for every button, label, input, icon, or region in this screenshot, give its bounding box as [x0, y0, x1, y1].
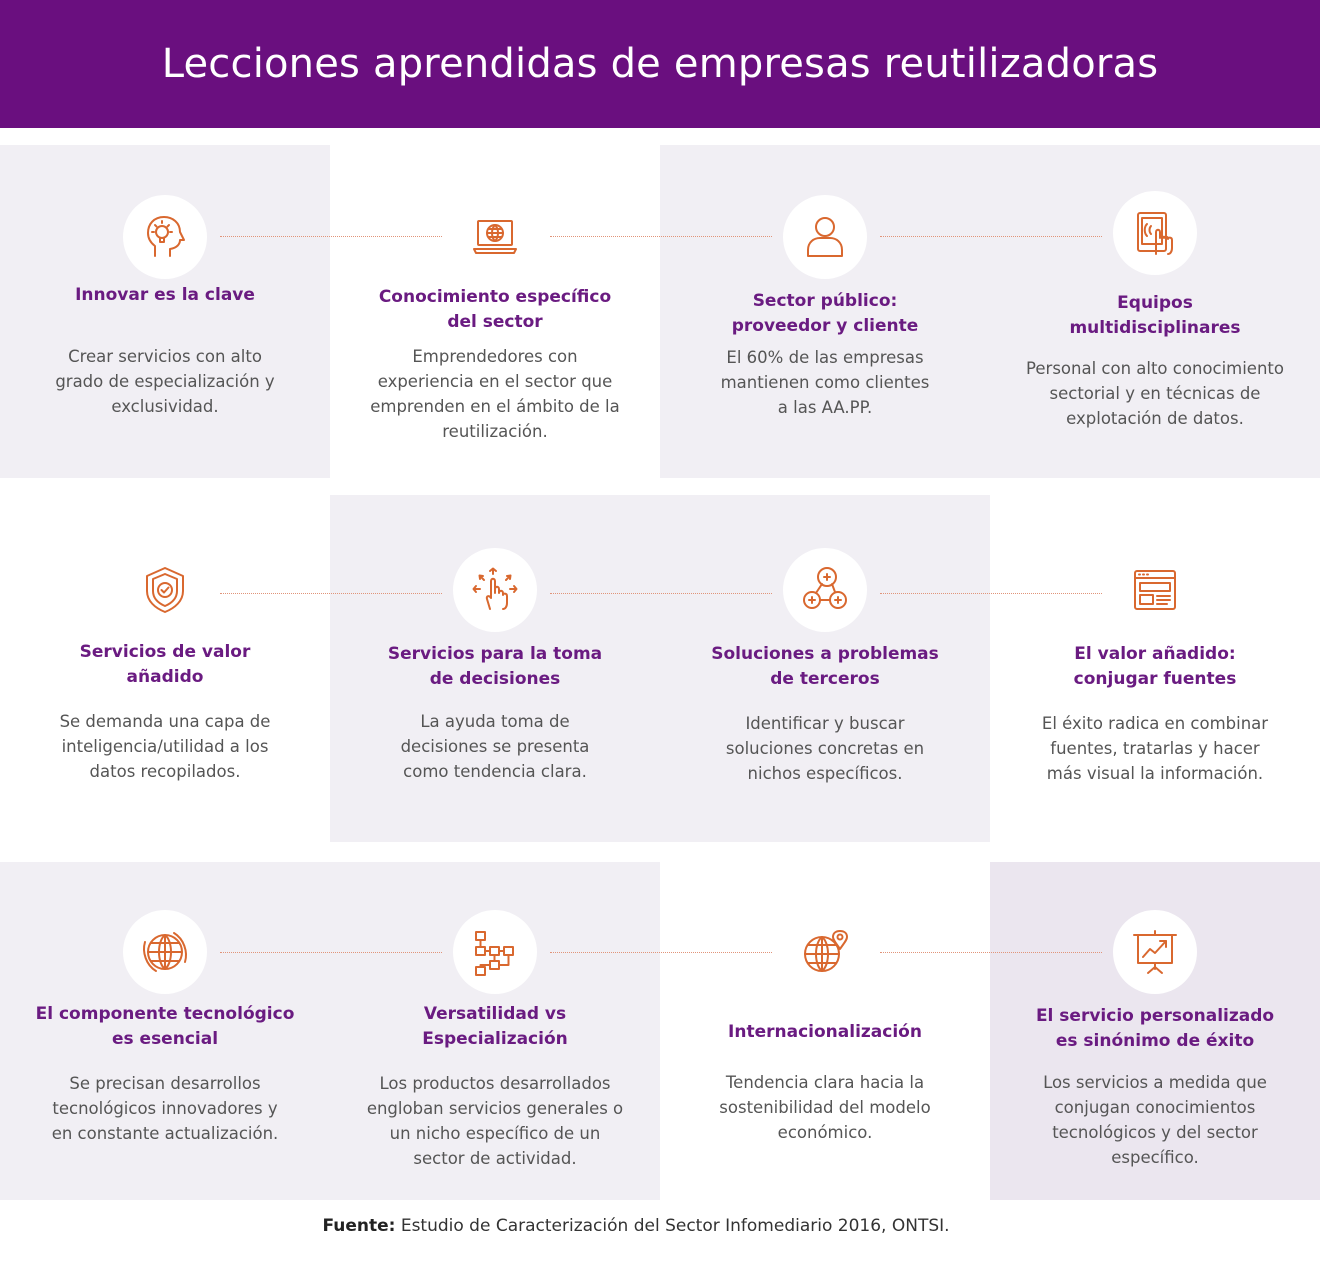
lesson-title: Sector público: proveedor y cliente — [731, 291, 919, 336]
lesson-description: Se precisan desarrollos tecnológicos innovadores y en constante actualización. — [51, 1074, 279, 1143]
lesson-cell-internacionalizacion — [660, 862, 990, 1200]
lesson-description: Emprendedores con experiencia en el sector que emprenden en el ámbito de la reutilización. — [370, 347, 620, 441]
tablet-touch-icon — [1113, 191, 1197, 275]
globe-icon — [123, 910, 207, 994]
source-text: Estudio de Caracterización del Sector Infomediario 2016, ONTSI. — [395, 1216, 950, 1236]
lesson-description: Se demanda una capa de inteligencia/utilidad a los datos recopilados. — [59, 712, 271, 781]
lesson-cell-toma-decisiones — [330, 495, 660, 842]
lesson-title: Versatilidad vs Especialización — [422, 1004, 568, 1049]
lesson-title: El servicio personalizado es sinónimo de éxito — [1035, 1006, 1275, 1051]
connector-line — [550, 952, 772, 953]
lesson-description: Los productos desarrollados engloban servicios generales o un nicho específico de un sector de actividad. — [366, 1074, 624, 1168]
lesson-title: El componente tecnológico es esencial — [35, 1004, 295, 1049]
lesson-description: La ayuda toma de decisiones se presenta como tendencia clara. — [400, 712, 590, 781]
lesson-title: El valor añadido: conjugar fuentes — [1073, 644, 1237, 689]
presentation-chart-icon — [1113, 910, 1197, 994]
lesson-description: Los servicios a medida que conjugan conocimientos tecnológicos y del sector específico. — [1043, 1073, 1267, 1167]
shield-check-icon — [123, 548, 207, 632]
connector-line — [220, 952, 442, 953]
lesson-description: El éxito radica en combinar fuentes, tratarlas y hacer más visual la información. — [1041, 714, 1269, 783]
connector-line — [880, 236, 1102, 237]
lesson-title: Conocimiento específico del sector — [378, 287, 612, 332]
connector-line — [220, 236, 442, 237]
lesson-cell-sector-publico — [660, 145, 990, 478]
page-title: Lecciones aprendidas de empresas reutilizadoras — [161, 41, 1159, 87]
person-icon — [783, 195, 867, 279]
gears-network-icon — [783, 548, 867, 632]
lesson-cell-innovar — [0, 145, 330, 478]
connector-line — [220, 593, 442, 594]
lesson-description: Crear servicios con alto grado de especialización y exclusividad. — [55, 347, 275, 416]
globe-pin-icon — [783, 910, 867, 994]
browser-window-icon — [1113, 548, 1197, 632]
lesson-title: Equipos multidisciplinares — [1069, 293, 1241, 338]
lesson-description: Personal con alto conocimiento sectorial y en técnicas de explotación de datos. — [1026, 359, 1284, 428]
lesson-description: Tendencia clara hacia la sostenibilidad del modelo económico. — [719, 1073, 931, 1142]
connector-line — [550, 236, 772, 237]
lesson-cell-conocimiento — [330, 145, 660, 478]
connector-line — [880, 952, 1102, 953]
lesson-cell-versatilidad — [330, 862, 660, 1200]
lesson-description: Identificar y buscar soluciones concretas en nichos específicos. — [725, 714, 925, 783]
connector-line — [550, 593, 772, 594]
lesson-cell-equipos — [990, 145, 1320, 478]
source-label: Fuente: — [322, 1216, 396, 1236]
lesson-cell-valor-anadido — [0, 495, 330, 842]
lesson-description: El 60% de las empresas mantienen como clientes a las AA.PP. — [720, 348, 930, 417]
laptop-globe-icon — [453, 195, 537, 279]
lesson-cell-tecnologico — [0, 862, 330, 1200]
lesson-title: Soluciones a problemas de terceros — [711, 644, 939, 689]
lesson-title: Servicios de valor añadido — [79, 642, 251, 687]
lesson-cell-conjugar-fuentes — [990, 495, 1320, 842]
source-citation — [0, 1216, 1272, 1236]
lesson-title: Servicios para la toma de decisiones — [387, 644, 603, 689]
lesson-cell-personalizado — [990, 862, 1320, 1200]
lesson-title: Internacionalización — [728, 1022, 922, 1042]
flowchart-icon — [453, 910, 537, 994]
connector-line — [880, 593, 1102, 594]
lesson-cell-terceros — [660, 495, 990, 842]
lesson-title: Innovar es la clave — [75, 285, 255, 305]
lightbulb-head-icon — [123, 195, 207, 279]
hand-arrows-icon — [453, 548, 537, 632]
